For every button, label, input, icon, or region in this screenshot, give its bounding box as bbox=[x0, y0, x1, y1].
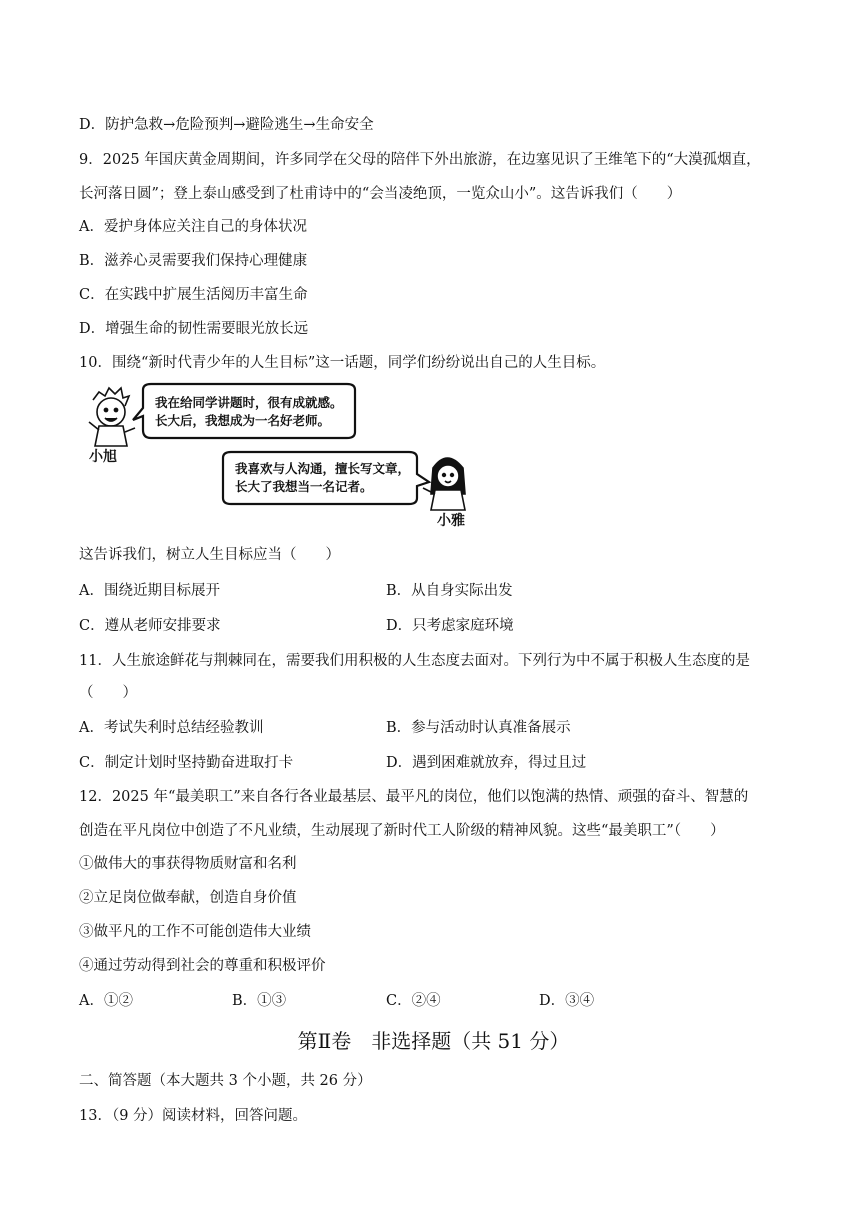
speech-1-line-1: 我在给同学讲题时，很有成就感。 bbox=[155, 395, 343, 410]
q10-cartoon-figure bbox=[85, 382, 485, 530]
q12-stem-line-1: 12．2025 年“最美职工”来自各行各业最基层、最平凡的岗位，他们以饱满的热情、顽强的奋斗、智慧的 bbox=[79, 789, 749, 805]
q10-option-b: B．从自身实际出发 bbox=[386, 583, 513, 599]
speech-2-line-2: 长大了我想当一名记者。 bbox=[235, 479, 373, 494]
boy-character-icon bbox=[89, 388, 135, 446]
q10-option-a: A．围绕近期目标展开 bbox=[79, 583, 220, 599]
q12-item-4: ④通过劳动得到社会的尊重和积极评价 bbox=[79, 958, 326, 974]
q9-stem-line-2: 长河落日圆”；登上泰山感受到了杜甫诗中的“会当凌绝顶，一览众山小”。这告诉我们（ ） bbox=[79, 186, 682, 202]
q12-item-2: ②立足岗位做奉献，创造自身价值 bbox=[79, 890, 297, 906]
q9-option-a: A．爱护身体应关注自己的身体状况 bbox=[79, 219, 307, 235]
girl-character-icon bbox=[423, 458, 465, 510]
q10-option-c: C．遵从老师安排要求 bbox=[79, 618, 221, 634]
q9-option-b: B．滋养心灵需要我们保持心理健康 bbox=[79, 253, 308, 269]
q12-option-c: C．②④ bbox=[386, 993, 441, 1009]
q10-stem: 10．围绕“新时代青少年的人生目标”这一话题，同学们纷纷说出自己的人生目标。 bbox=[79, 355, 606, 371]
q11-stem-line-2: （ ） bbox=[79, 685, 137, 701]
q8-option-d: D．防护急救→危险预判→避险逃生→生命安全 bbox=[79, 117, 374, 133]
character-name-1: 小旭 bbox=[89, 449, 117, 465]
q11-option-d: D．遇到困难就放弃，得过且过 bbox=[386, 755, 587, 771]
q11-option-c: C．制定计划时坚持勤奋进取打卡 bbox=[79, 755, 294, 771]
q13-stem: 13．（9 分）阅读材料，回答问题。 bbox=[79, 1108, 308, 1124]
q9-option-d: D．增强生命的韧性需要眼光放长远 bbox=[79, 321, 309, 337]
q12-option-a: A．①② bbox=[79, 993, 133, 1009]
speech-2-line-1: 我喜欢与人沟通，擅长写文章， bbox=[235, 461, 411, 476]
section-title: 第Ⅱ卷 非选择题（共 51 分） bbox=[297, 1029, 570, 1053]
q9-stem-line-1: 9．2025 年国庆黄金周期间，许多同学在父母的陪伴下外出旅游，在边塞见识了王维笔下的“大漠孤烟直， bbox=[79, 152, 761, 168]
speech-1-line-2: 长大后，我想成为一名好老师。 bbox=[155, 413, 331, 428]
q12-item-1: ①做伟大的事获得物质财富和名利 bbox=[79, 856, 297, 872]
q12-option-b: B．①③ bbox=[232, 993, 287, 1009]
q11-option-a: A．考试失利时总结经验教训 bbox=[79, 720, 264, 736]
q9-option-c: C．在实践中扩展生活阅历丰富生命 bbox=[79, 287, 308, 303]
part-two-heading: 二、简答题（本大题共 3 个小题，共 26 分） bbox=[79, 1073, 372, 1089]
q10-option-d: D．只考虑家庭环境 bbox=[386, 618, 514, 634]
speech-2-text bbox=[235, 460, 410, 496]
q10-question: 这告诉我们，树立人生目标应当（ ） bbox=[79, 547, 340, 563]
q11-stem-line-1: 11．人生旅途鲜花与荆棘同在，需要我们用积极的人生态度去面对。下列行为中不属于积极人生态度的是 bbox=[79, 653, 750, 669]
q12-option-d: D．③④ bbox=[539, 993, 595, 1009]
q11-option-b: B．参与活动时认真准备展示 bbox=[386, 720, 571, 736]
speech-1-text bbox=[155, 394, 343, 430]
q12-item-3: ③做平凡的工作不可能创造伟大业绩 bbox=[79, 924, 311, 940]
character-name-2: 小雅 bbox=[437, 513, 465, 529]
q12-stem-line-2: 创造在平凡岗位中创造了不凡业绩，生动展现了新时代工人阶级的精神风貌。这些“最美职工”（ ） bbox=[79, 823, 725, 839]
